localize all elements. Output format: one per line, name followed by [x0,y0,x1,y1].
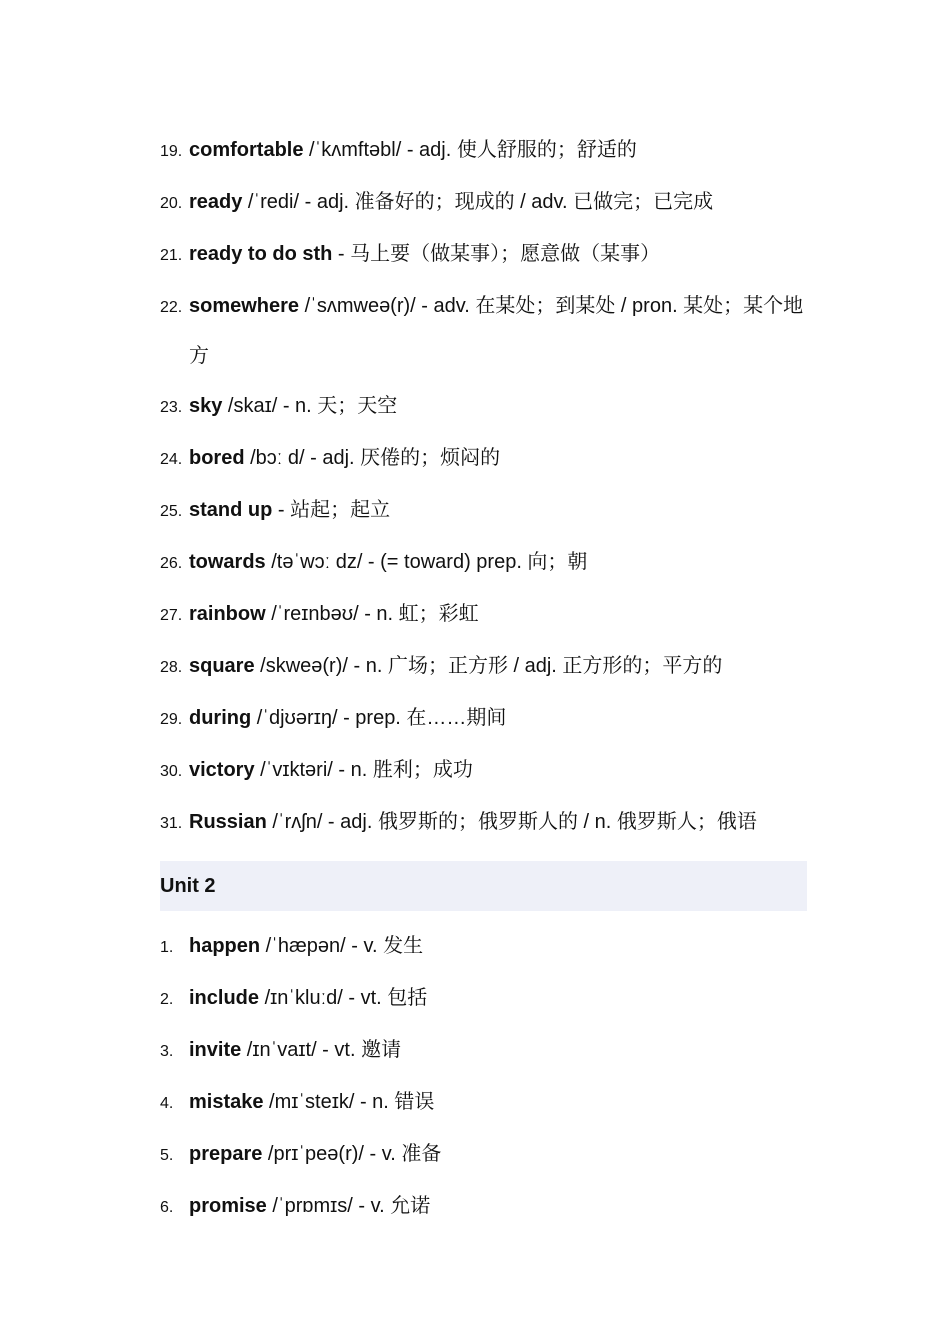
unit1-list [160,125,807,849]
entry-number: 5. [160,1147,174,1164]
entry-word: bored [189,447,245,469]
vocab-entry [160,229,807,281]
entry-definition: /skweə(r)/ - n. 广场；正方形 / adj. 正方形的；平方的 [254,655,723,677]
entry-word: Russian [189,811,267,833]
entry-number: 20. [160,195,183,212]
entry-definition: /ˈdjʊərɪŋ/ - prep. 在……期间 [251,707,507,729]
entry-word: during [189,707,252,729]
entry-number: 28. [160,659,183,676]
vocab-entry [160,921,807,973]
entry-word: ready to do sth [189,243,333,265]
entry-number: 27. [160,607,183,624]
entry-definition: - 马上要（做某事）；愿意做（某事） [332,243,661,265]
vocab-entry [160,381,807,433]
entry-word: mistake [189,1091,264,1113]
entry-number: 30. [160,763,183,780]
entry-definition: /ˈrʌʃn/ - adj. 俄罗斯的；俄罗斯人的 / n. 俄罗斯人；俄语 [266,811,757,833]
entry-definition: /ɪnˈvaɪt/ - vt. 邀请 [241,1039,402,1061]
entry-definition: /skaɪ/ - n. 天；天空 [222,395,398,417]
entry-number: 25. [160,503,183,520]
entry-number: 4. [160,1095,174,1112]
entry-word: ready [189,191,243,213]
entry-number: 19. [160,143,183,160]
vocab-entry [160,1129,807,1181]
vocab-entry [160,589,807,641]
entry-definition: /ˈprɒmɪs/ - v. 允诺 [266,1195,431,1217]
entry-word: rainbow [189,603,266,625]
entry-definition: /ˈsʌmweə(r)/ - adv. 在某处；到某处 / pron. 某处；某个地方 [189,295,804,367]
entry-number: 2. [160,991,174,1008]
entry-definition: /mɪˈsteɪk/ - n. 错误 [263,1091,435,1113]
entry-word: include [189,987,260,1009]
vocab-entry [160,177,807,229]
entry-definition: /ˈvɪktəri/ - n. 胜利；成功 [254,759,473,781]
vocab-entry [160,973,807,1025]
entry-number: 1. [160,939,174,956]
entry-word: promise [189,1195,267,1217]
entry-word: towards [189,551,266,573]
entry-number: 31. [160,815,183,832]
entry-definition: /ɪnˈkluːd/ - vt. 包括 [259,987,428,1009]
vocabulary-page [160,125,807,1233]
vocab-entry [160,433,807,485]
vocab-entry [160,125,807,177]
vocab-entry [160,693,807,745]
entry-number: 23. [160,399,183,416]
vocab-entry [160,537,807,589]
entry-number: 22. [160,299,183,316]
entry-word: square [189,655,255,677]
entry-number: 26. [160,555,183,572]
entry-word: happen [189,935,261,957]
vocab-entry [160,1181,807,1233]
vocab-entry [160,797,807,849]
entry-word: stand up [189,499,273,521]
entry-number: 29. [160,711,183,728]
entry-number: 24. [160,451,183,468]
vocab-entry [160,1077,807,1129]
entry-number: 6. [160,1199,174,1216]
unit2-list [160,921,807,1233]
entry-word: comfortable [189,139,304,161]
entry-definition: /ˈhæpən/ - v. 发生 [260,935,424,957]
vocab-entry [160,1025,807,1077]
vocab-entry [160,745,807,797]
entry-word: sky [189,395,223,417]
vocab-entry [160,485,807,537]
entry-definition: /prɪˈpeə(r)/ - v. 准备 [262,1143,442,1165]
entry-word: prepare [189,1143,263,1165]
entry-definition: /ˈreɪnbəʊ/ - n. 虹；彩虹 [265,603,479,625]
entry-number: 21. [160,247,183,264]
unit-section-header: Unit 2 [160,861,807,911]
entry-number: 3. [160,1043,174,1060]
vocab-entry [160,281,807,381]
entry-word: invite [189,1039,242,1061]
entry-word: victory [189,759,255,781]
entry-definition: /ˈkʌmftəbl/ - adj. 使人舒服的；舒适的 [303,139,637,161]
entry-word: somewhere [189,295,300,317]
entry-definition: /ˈredi/ - adj. 准备好的；现成的 / adv. 已做完；已完成 [242,191,714,213]
entry-definition: - 站起；起立 [272,499,391,521]
entry-definition: /bɔː d/ - adj. 厌倦的；烦闷的 [244,447,501,469]
vocab-entry [160,641,807,693]
entry-definition: /təˈwɔː dz/ - (= toward) prep. 向；朝 [265,551,588,573]
